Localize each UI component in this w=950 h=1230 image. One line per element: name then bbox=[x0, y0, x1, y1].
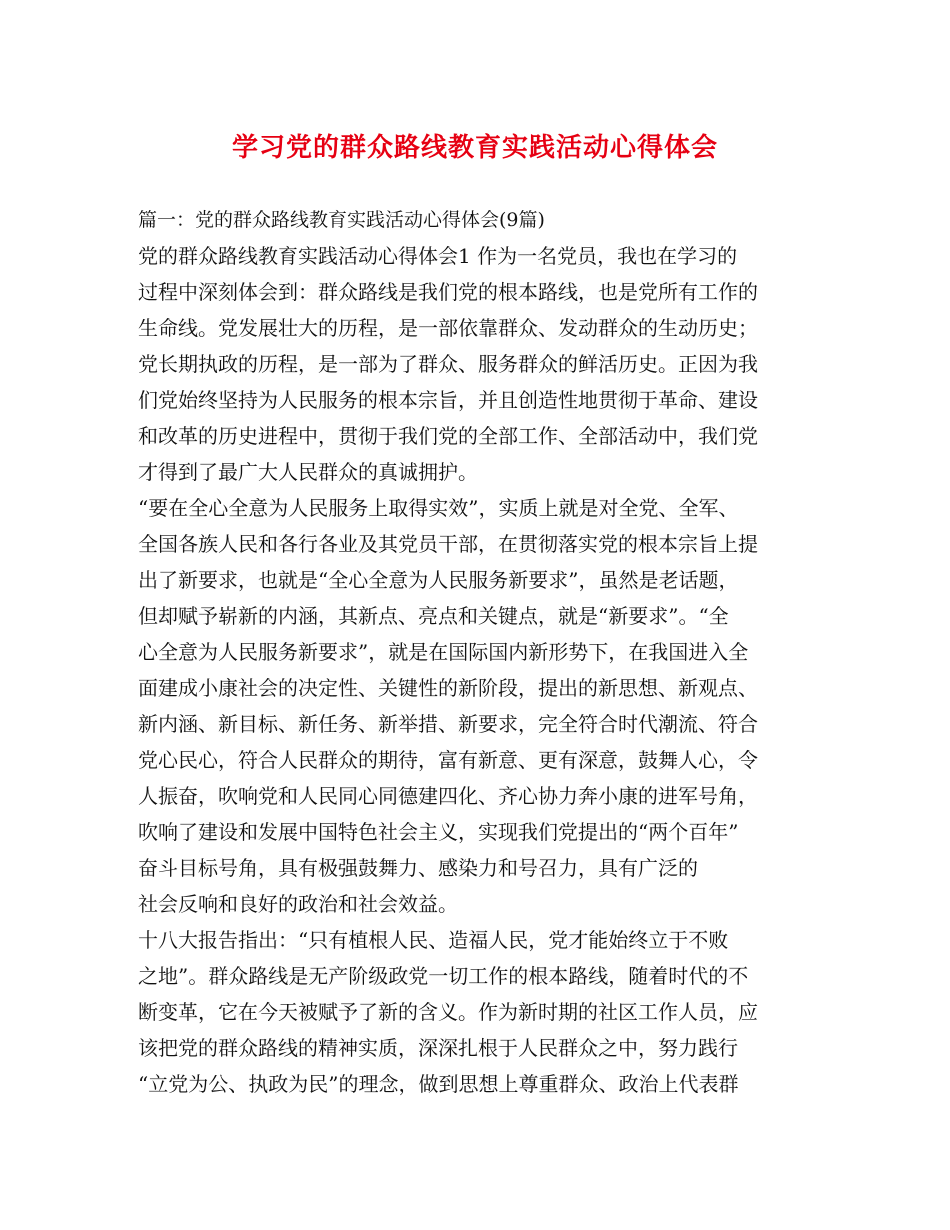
text-line: 之地”。群众路线是无产阶级政党一切工作的根本路线，随着时代的不 bbox=[138, 964, 749, 988]
text-line-section-heading: 篇一：党的群众路线教育实践活动心得体会(9篇) bbox=[138, 209, 545, 231]
text-line: 新内涵、新目标、新任务、新举措、新要求，完全符合时代潮流、符合 bbox=[138, 712, 758, 736]
text-line: 吹响了建设和发展中国特色社会主义，实现我们党提出的“两个百年” bbox=[138, 820, 739, 844]
text-line: 但却赋予崭新的内涵，其新点、亮点和关键点，就是“新要求”。“全 bbox=[138, 604, 729, 628]
document-title: 学习党的群众路线教育实践活动心得体会 bbox=[231, 133, 718, 163]
text-line: 奋斗目标号角，具有极强鼓舞力、感染力和号召力，具有广泛的 bbox=[138, 856, 698, 880]
text-line: 人振奋，吹响党和人民同心同德建四化、齐心协力奔小康的进军号角， bbox=[138, 784, 758, 808]
text-line: 才得到了最广大人民群众的真诚拥护。 bbox=[138, 460, 478, 484]
text-line: 出了新要求，也就是“全心全意为人民服务新要求”，虽然是老话题， bbox=[138, 568, 739, 592]
text-line: “立党为公、执政为民”的理念，做到思想上尊重群众、政治上代表群 bbox=[138, 1072, 739, 1096]
text-line: 十八大报告指出：“只有植根人民、造福人民，党才能始终立于不败 bbox=[138, 928, 729, 952]
text-line: 该把党的群众路线的精神实质，深深扎根于人民群众之中，努力践行 bbox=[138, 1036, 738, 1060]
text-line: 心全意为人民服务新要求”，就是在国际国内新形势下，在我国进入全 bbox=[138, 640, 749, 664]
text-line: 党的群众路线教育实践活动心得体会1 作为一名党员，我也在学习的 bbox=[138, 244, 738, 268]
text-line: 们党始终坚持为人民服务的根本宗旨，并且创造性地贯彻于革命、建设 bbox=[138, 388, 758, 412]
text-line: “要在全心全意为人民服务上取得实效”，实质上就是对全党、全军、 bbox=[138, 496, 739, 520]
text-line: 党长期执政的历程，是一部为了群众、服务群众的鲜活历史。正因为我 bbox=[138, 352, 758, 376]
text-line: 过程中深刻体会到：群众路线是我们党的根本路线，也是党所有工作的 bbox=[138, 280, 758, 304]
text-line: 面建成小康社会的决定性、关键性的新阶段，提出的新思想、新观点、 bbox=[138, 676, 758, 700]
text-line: 全国各族人民和各行各业及其党员干部，在贯彻落实党的根本宗旨上提 bbox=[138, 532, 758, 556]
text-line: 和改革的历史进程中，贯彻于我们党的全部工作、全部活动中，我们党 bbox=[138, 424, 758, 448]
text-line: 党心民心，符合人民群众的期待，富有新意、更有深意，鼓舞人心，令 bbox=[138, 748, 758, 772]
text-line: 社会反响和良好的政治和社会效益。 bbox=[138, 892, 458, 916]
text-line: 生命线。党发展壮大的历程，是一部依靠群众、发动群众的生动历史； bbox=[138, 316, 758, 340]
text-line: 断变革，它在今天被赋予了新的含义。作为新时期的社区工作人员，应 bbox=[138, 1000, 758, 1024]
